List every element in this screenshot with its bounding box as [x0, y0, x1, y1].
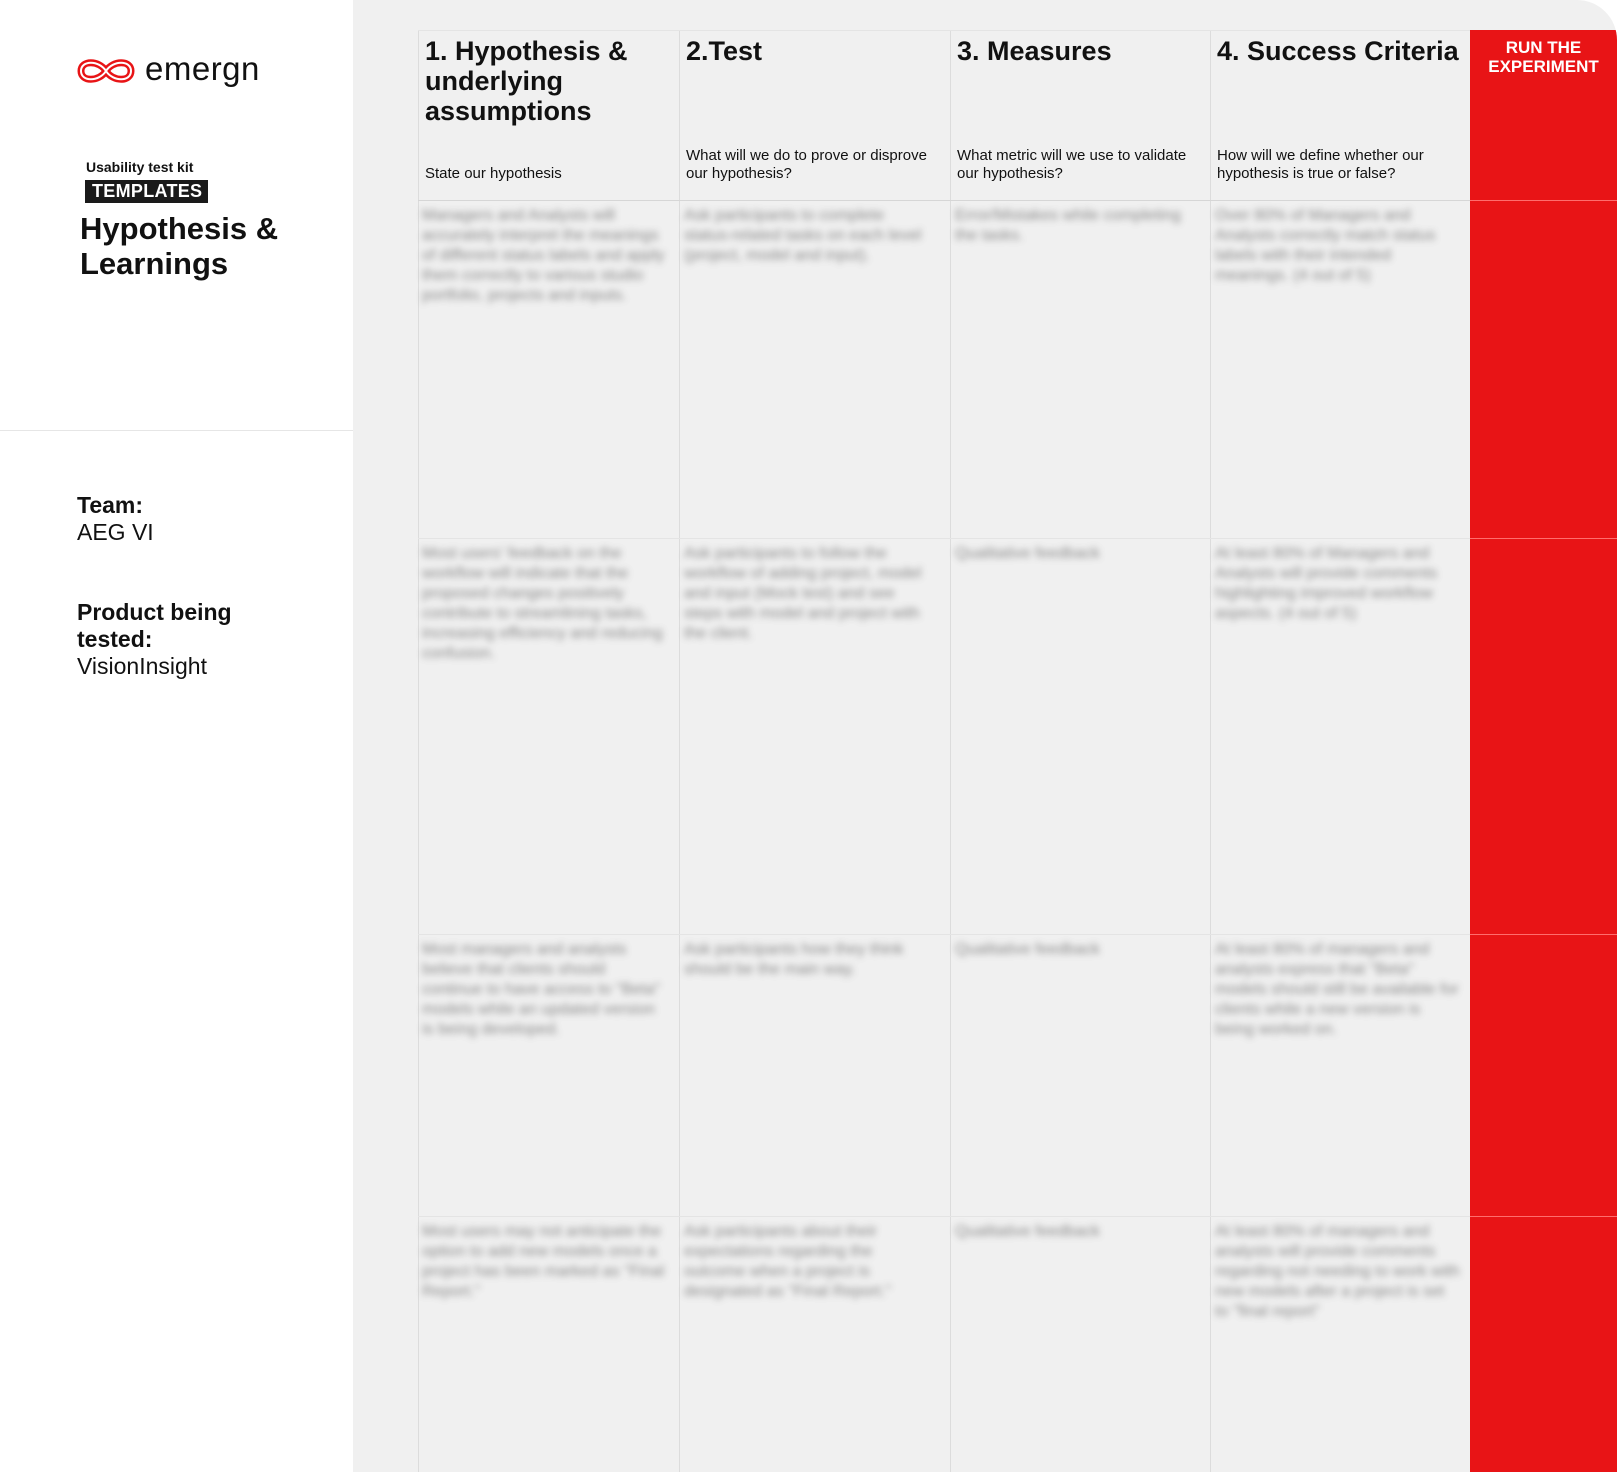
sidebar	[0, 0, 353, 1472]
table-cell: Ask participants to complete status-related tasks on each level (project, model and input).	[684, 207, 922, 264]
table-cell: Ask participants about their expectations regarding the outcome when a project is designated as "Final Report."	[684, 1223, 892, 1300]
table-cell: At least 80% of managers and analysts will provide comments regarding not needing to work with new models after a project is set to "final report"	[1215, 1223, 1460, 1320]
column-title: 1. Hypothesis & underlying assumptions	[425, 36, 628, 126]
emergn-logo	[77, 52, 260, 90]
team-value: AEG VI	[77, 519, 154, 545]
column-title: 2.Test	[686, 36, 763, 66]
column-header-hypothesis	[418, 30, 679, 200]
table-cell: Error/Mistakes while completing the tasks.	[955, 207, 1181, 244]
column-title: 4. Success Criteria	[1217, 36, 1459, 66]
row-divider	[1470, 200, 1617, 201]
team-label: Team:	[77, 492, 144, 518]
table-cell: At least 80% of Managers and Analysts will provide comments highlighting improved workflow aspects. (4 out of 5)	[1215, 545, 1438, 622]
table-cell: Qualitative feedback	[955, 1223, 1100, 1240]
templates-badge: TEMPLATES	[85, 180, 208, 203]
column-border	[679, 30, 680, 1472]
logo-wordmark: emergn	[145, 50, 260, 87]
table-cell: Most users' feedback on the workflow will indicate that the proposed changes positively contribute to streamlining tasks, increasing efficiency and reducing confusion.	[422, 545, 663, 662]
table-cell: Over 80% of Managers and Analysts correctly match status labels with their intended meanings. (4 out of 5)	[1215, 207, 1436, 284]
row-divider	[418, 1216, 1470, 1217]
column-subtitle: How will we define whether our hypothesis is true or false?	[1217, 147, 1424, 182]
row-divider	[1470, 934, 1617, 935]
column-title: 3. Measures	[957, 36, 1112, 66]
sidebar-divider	[0, 430, 353, 431]
column-subtitle: What will we do to prove or disprove our hypothesis?	[686, 147, 927, 182]
table-cell: At least 80% of managers and analysts express that "Beta" models should still be available for clients while a new version is being worked on.	[1215, 941, 1459, 1038]
row-divider	[1470, 538, 1617, 539]
column-subtitle: State our hypothesis	[425, 165, 562, 182]
run-experiment-column	[1470, 30, 1617, 1472]
column-header-measures	[950, 30, 1210, 200]
table-cell: Qualitative feedback	[955, 545, 1100, 562]
row-divider	[418, 538, 1470, 539]
infinity-logo-icon	[77, 52, 135, 90]
table-cell: Ask participants to follow the workflow of adding project, model and input (Mock test) and see steps with model and project with the client.	[684, 545, 922, 642]
product-label: Product being tested:	[77, 599, 232, 652]
column-border	[418, 30, 419, 1472]
column-border	[950, 30, 951, 1472]
product-value: VisionInsight	[77, 653, 207, 679]
table-cell: Most managers and analysts believe that clients should continue to have access to "Beta" models while an updated version is being developed.	[422, 941, 661, 1038]
table-cell: Managers and Analysts will accurately interpret the meanings of different status labels and apply them correctly to various studio portfolio, projects and inputs.	[422, 207, 665, 304]
column-header-test	[679, 30, 950, 200]
run-experiment-header: RUN THE EXPERIMENT	[1488, 38, 1599, 76]
hypothesis-board	[353, 0, 1617, 1472]
column-border	[1210, 30, 1211, 1472]
kit-label: Usability test kit	[86, 159, 194, 175]
column-subtitle: What metric will we use to validate our hypothesis?	[957, 147, 1187, 182]
page-title: Hypothesis & Learnings	[80, 211, 279, 281]
table-cell: Ask participants how they think should be the main way.	[684, 941, 904, 978]
table-cell: Most users may not anticipate the option to add new models once a project has been marked as "Final Report."	[422, 1223, 665, 1300]
row-divider	[418, 934, 1470, 935]
row-divider	[1470, 1216, 1617, 1217]
column-header-success-criteria	[1210, 30, 1470, 200]
table-cell: Qualitative feedback	[955, 941, 1100, 958]
row-divider	[418, 200, 1470, 201]
